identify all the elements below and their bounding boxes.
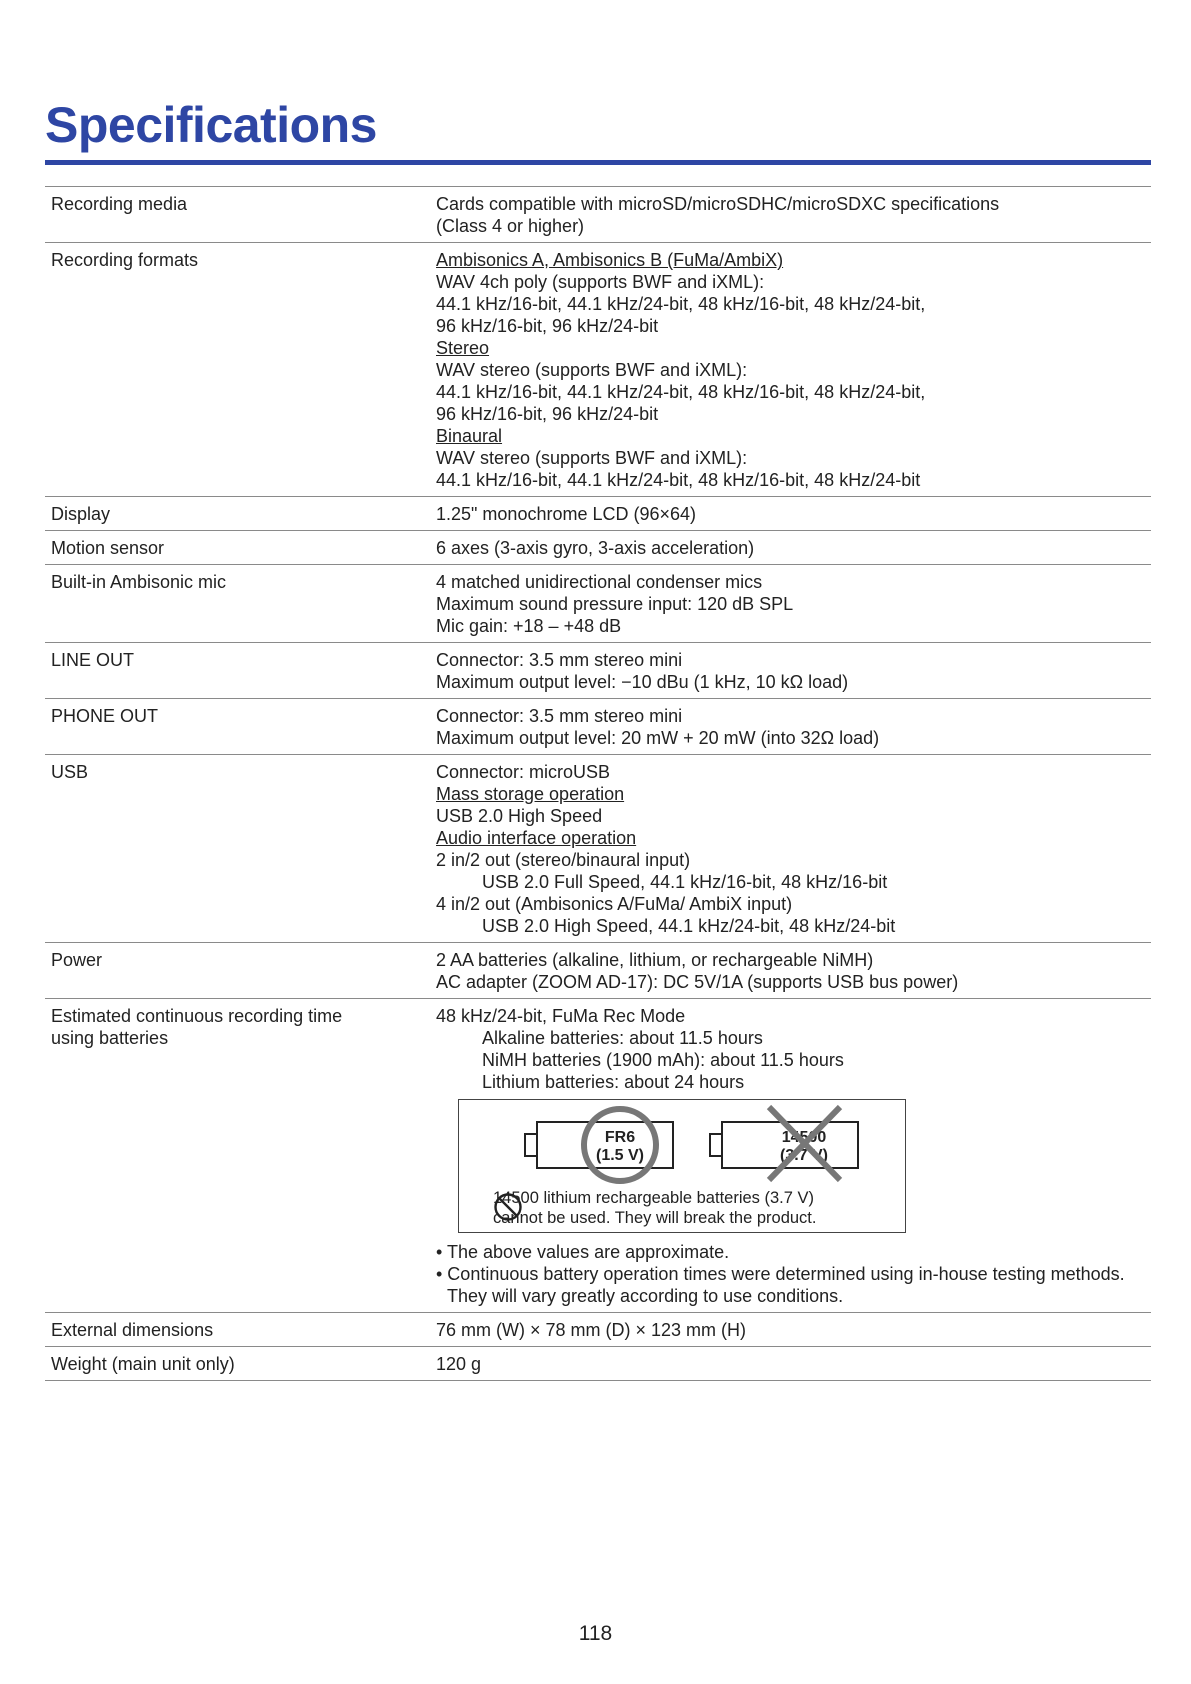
spec-value: 6 axes (3-axis gyro, 3-axis acceleration) (436, 538, 755, 558)
fr6-voltage: (1.5 V) (595, 1147, 645, 1164)
spec-line: 4 in/2 out (Ambisonics A/FuMa/ AmbiX input) (436, 894, 793, 914)
spec-line: Cards compatible with microSD/microSDHC/microSDXC specifications (436, 194, 1000, 214)
spec-value (436, 761, 1151, 937)
spec-value: 1.25" monochrome LCD (96×64) (436, 504, 697, 524)
spec-row-battery-time (45, 999, 1151, 1313)
fr6-label: FR6 (604, 1129, 636, 1146)
warning-line: 14500 lithium rechargeable batteries (3.7 V) (493, 1189, 815, 1207)
page-number: 118 (578, 1622, 613, 1645)
battery-warning-text (493, 1188, 816, 1228)
spec-line: Connector: microUSB (436, 762, 611, 782)
14500-label: 14500 (781, 1129, 827, 1146)
battery-warning (493, 1188, 816, 1228)
title-rule (45, 160, 1151, 165)
note-line: • The above values are approximate. (436, 1242, 730, 1262)
spec-value: 76 mm (W) × 78 mm (D) × 123 mm (H) (436, 1320, 747, 1340)
audio-interface-heading: Audio interface operation (436, 828, 637, 848)
spec-line: Maximum output level: 20 mW + 20 mW (into 32Ω load) (436, 728, 880, 748)
spec-label: Built-in Ambisonic mic (51, 572, 227, 592)
spec-line: 44.1 kHz/16-bit, 44.1 kHz/24-bit, 48 kHz/16-bit, 48 kHz/24-bit, (436, 294, 926, 314)
spec-line: WAV 4ch poly (supports BWF and iXML): (436, 272, 765, 292)
spec-row-motion-sensor (45, 531, 1151, 565)
mass-storage-heading: Mass storage operation (436, 784, 625, 804)
spec-row-recording-media (45, 187, 1151, 243)
spec-row-phone-out (45, 699, 1151, 755)
spec-line: Lithium batteries: about 24 hours (482, 1072, 745, 1092)
spec-line: Mic gain: +18 – +48 dB (436, 616, 622, 636)
spec-line: USB 2.0 High Speed (436, 806, 603, 826)
14500-voltage: (3.7 V) (779, 1147, 829, 1164)
spec-line: WAV stereo (supports BWF and iXML): (436, 360, 748, 380)
spec-line: (Class 4 or higher) (436, 216, 585, 236)
spec-label: Recording formats (51, 250, 199, 270)
spec-value (436, 193, 1151, 237)
note-line: They will vary greatly according to use conditions. (447, 1286, 844, 1306)
spec-line: 96 kHz/16-bit, 96 kHz/24-bit (436, 316, 659, 336)
spec-label (45, 1005, 436, 1307)
stereo-heading: Stereo (436, 338, 490, 358)
spec-row-mic (45, 565, 1151, 643)
spec-line: NiMH batteries (1900 mAh): about 11.5 hours (482, 1050, 844, 1070)
ambisonics-heading: Ambisonics A, Ambisonics B (FuMa/AmbiX) (436, 250, 784, 270)
spec-row-weight (45, 1347, 1151, 1381)
spec-table (45, 186, 1151, 1381)
spec-line: 4 matched unidirectional condenser mics (436, 572, 763, 592)
spec-line: USB 2.0 High Speed, 44.1 kHz/24-bit, 48 kHz/24-bit (482, 916, 896, 936)
spec-line: Connector: 3.5 mm stereo mini (436, 650, 683, 670)
spec-value (436, 571, 1151, 637)
fr6-battery-icon (525, 1109, 673, 1181)
14500-battery-icon (710, 1107, 858, 1180)
spec-label: External dimensions (51, 1320, 214, 1340)
page-title: Specifications (45, 97, 377, 153)
spec-line: WAV stereo (supports BWF and iXML): (436, 448, 748, 468)
spec-label: LINE OUT (51, 650, 135, 670)
spec-line: 2 in/2 out (stereo/binaural input) (436, 850, 691, 870)
spec-label: Weight (main unit only) (51, 1354, 235, 1374)
spec-line: Connector: 3.5 mm stereo mini (436, 706, 683, 726)
spec-row-display (45, 497, 1151, 531)
spec-label: Display (51, 504, 111, 524)
spec-line: 2 AA batteries (alkaline, lithium, or rechargeable NiMH) (436, 950, 874, 970)
spec-row-line-out (45, 643, 1151, 699)
battery-illustration (458, 1099, 906, 1233)
spec-line: Alkaline batteries: about 11.5 hours (482, 1028, 763, 1048)
spec-row-dimensions (45, 1313, 1151, 1347)
spec-label: USB (51, 762, 89, 782)
battery-notes (436, 1241, 1151, 1307)
spec-value (436, 705, 1151, 749)
spec-value (436, 949, 1151, 993)
spec-value (436, 649, 1151, 693)
spec-line: Maximum sound pressure input: 120 dB SPL (436, 594, 794, 614)
spec-label: Power (51, 950, 103, 970)
prohibited-icon (493, 1192, 523, 1222)
spec-value (436, 1005, 1151, 1307)
spec-line: 48 kHz/24-bit, FuMa Rec Mode (436, 1006, 686, 1026)
spec-label: Motion sensor (51, 538, 165, 558)
warning-line: cannot be used. They will break the product. (493, 1209, 817, 1227)
spec-label: Recording media (51, 194, 188, 214)
spec-label-line: Estimated continuous recording time (51, 1006, 343, 1026)
binaural-heading: Binaural (436, 426, 503, 446)
spec-label-line: using batteries (51, 1028, 169, 1048)
spec-label: PHONE OUT (51, 706, 159, 726)
spec-line: USB 2.0 Full Speed, 44.1 kHz/16-bit, 48 kHz/16-bit (482, 872, 888, 892)
spec-line: AC adapter (ZOOM AD-17): DC 5V/1A (supports USB bus power) (436, 972, 959, 992)
spec-value: 120 g (436, 1354, 482, 1374)
spec-line: 44.1 kHz/16-bit, 44.1 kHz/24-bit, 48 kHz/16-bit, 48 kHz/24-bit (436, 470, 921, 490)
spec-value (436, 249, 1151, 491)
spec-line: Maximum output level: −10 dBu (1 kHz, 10 kΩ load) (436, 672, 849, 692)
note-line: • Continuous battery operation times were determined using in-house testing methods. (436, 1264, 1125, 1284)
spec-line: 44.1 kHz/16-bit, 44.1 kHz/24-bit, 48 kHz/16-bit, 48 kHz/24-bit, (436, 382, 926, 402)
spec-row-recording-formats (45, 243, 1151, 497)
spec-row-usb (45, 755, 1151, 943)
spec-line: 96 kHz/16-bit, 96 kHz/24-bit (436, 404, 659, 424)
spec-row-power (45, 943, 1151, 999)
